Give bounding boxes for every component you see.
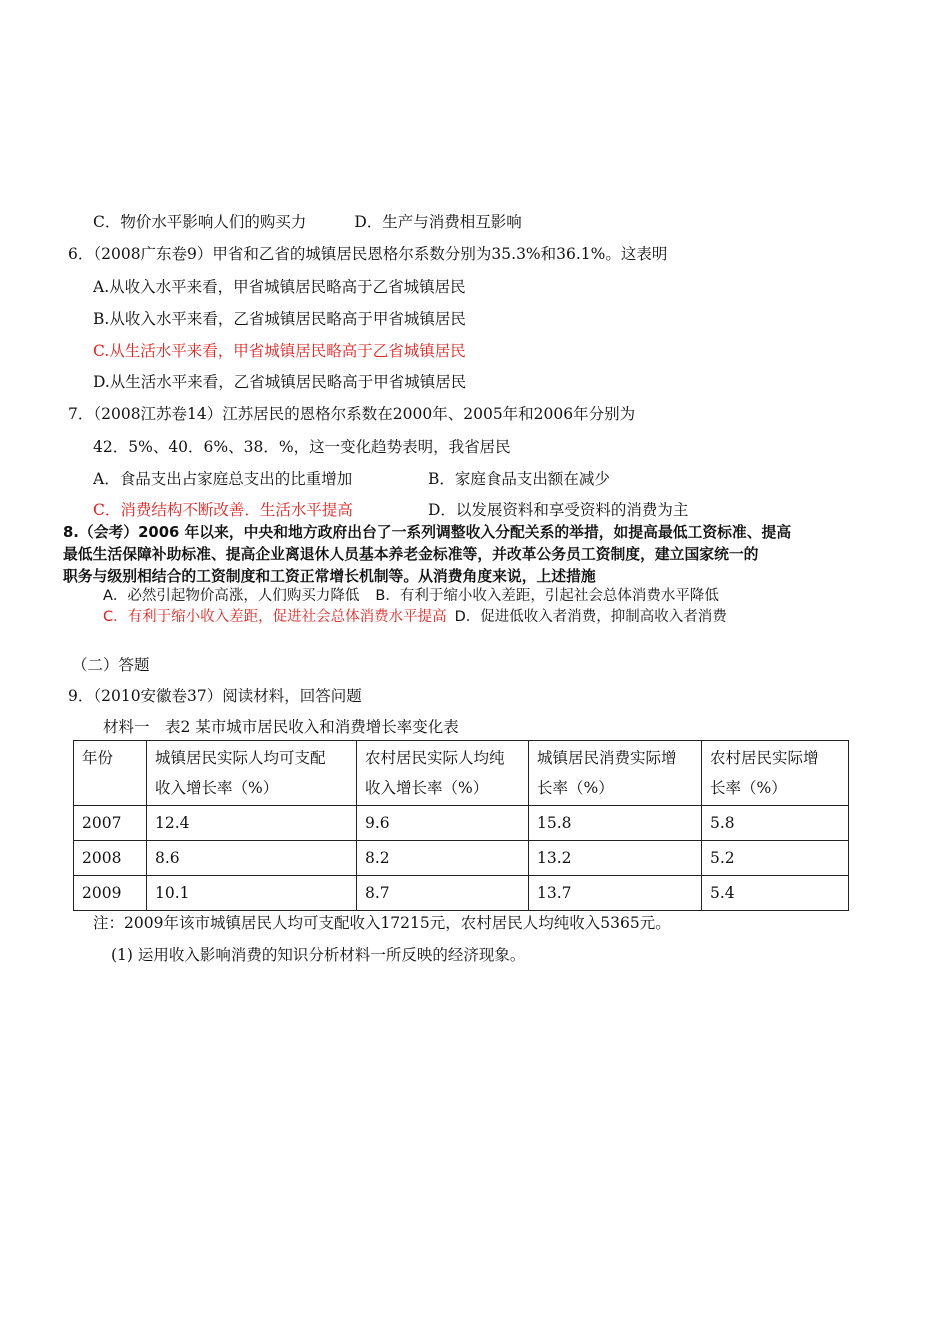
q8-stem-line1: 8.（会考）2006 年以来，中央和地方政府出台了一系列调整收入分配关系的举措，如提高最低工资标准、提高: [63, 524, 792, 541]
cell-rural-consumption: 5.4: [702, 876, 849, 911]
q6-stem: 6．（2008广东卷9）甲省和乙省的城镇居民恩格尔系数分别为35.3%和36.1%。这表明: [68, 245, 668, 263]
header-rural-income: 农村居民实际人均纯 收入增长率（%）: [357, 741, 529, 806]
q8-stem-line2: 最低生活保障补助标准、提高企业离退休人员基本养老金标准等，并改革公务员工资制度，建立国家统一的: [63, 546, 759, 563]
q8-option-d: D．促进低收入者消费，抑制高收入者消费: [454, 609, 727, 625]
table-row: [74, 841, 849, 876]
header-urban-income: 城镇居民实际人均可支配 收入增长率（%）: [147, 741, 357, 806]
q8-options-cd: [103, 607, 727, 627]
table-note: 注：2009年该市城镇居民人均可支配收入17215元，农村居民人均纯收入5365元。: [93, 914, 671, 932]
cell-urban-consumption: 15.8: [529, 806, 702, 841]
header-urban-consumption: 城镇居民消费实际增 长率（%）: [529, 741, 702, 806]
cell-year: 2009: [74, 876, 147, 911]
q5-options-cd: [93, 212, 522, 232]
q7-stem-line1: 7．（2008江苏卷14）江苏居民的恩格尔系数在2000年、2005年和2006年分别为: [68, 405, 636, 423]
table-header-row: [74, 741, 849, 806]
cell-rural-income: 9.6: [357, 806, 529, 841]
cell-urban-income: 10.1: [147, 876, 357, 911]
cell-urban-consumption: 13.7: [529, 876, 702, 911]
cell-rural-consumption: 5.8: [702, 806, 849, 841]
header-rural-consumption: 农村居民实际增 长率（%）: [702, 741, 849, 806]
cell-urban-income: 8.6: [147, 841, 357, 876]
q9-stem: 9．（2010安徽卷37）阅读材料，回答问题: [68, 687, 362, 705]
q6-option-c-answer: C.从生活水平来看，甲省城镇居民略高于乙省城镇居民: [93, 342, 466, 360]
q6-option-a: A.从收入水平来看，甲省城镇居民略高于乙省城镇居民: [93, 278, 466, 296]
q8-option-b: B．有利于缩小收入差距，引起社会总体消费水平降低: [375, 588, 719, 604]
q7-option-c-answer: C．消费结构不断改善．生活水平提高: [93, 501, 353, 519]
table-row: [74, 806, 849, 841]
cell-rural-consumption: 5.2: [702, 841, 849, 876]
q8-option-c-answer: C．有利于缩小收入差距，促进社会总体消费水平提高: [103, 609, 447, 625]
section-heading-answers: （二）答题: [72, 656, 150, 674]
q7-stem-line2: 42．5%、40．6%、38．%，这一变化趋势表明，我省居民: [93, 438, 511, 456]
cell-urban-income: 12.4: [147, 806, 357, 841]
q8-option-a: A．必然引起物价高涨，人们购买力降低: [103, 588, 360, 604]
q6-option-b: B.从收入水平来看，乙省城镇居民略高于甲省城镇居民: [93, 310, 466, 328]
q8-options-ab: [103, 586, 719, 606]
header-year: 年份: [74, 741, 147, 806]
cell-year: 2007: [74, 806, 147, 841]
cell-urban-consumption: 13.2: [529, 841, 702, 876]
cell-rural-income: 8.7: [357, 876, 529, 911]
q6-option-d: D.从生活水平来看，乙省城镇居民略高于甲省城镇居民: [93, 373, 467, 391]
q5-option-d: D．生产与消费相互影响: [354, 213, 522, 231]
q8-stem-line3: 职务与级别相结合的工资制度和工资正常增长机制等。从消费角度来说，上述措施: [63, 568, 596, 585]
material-one-title: 材料一 表2 某市城市居民收入和消费增长率变化表: [103, 718, 459, 736]
income-consumption-table: [73, 740, 849, 911]
cell-rural-income: 8.2: [357, 841, 529, 876]
q5-option-c: C．物价水平影响人们的购买力: [93, 213, 307, 231]
q9-subquestion-1: (1) 运用收入影响消费的知识分析材料一所反映的经济现象。: [111, 946, 526, 964]
q7-option-a: A．食品支出占家庭总支出的比重增加: [93, 470, 353, 488]
table-row: [74, 876, 849, 911]
q7-option-d: D．以发展资料和享受资料的消费为主: [428, 501, 689, 519]
cell-year: 2008: [74, 841, 147, 876]
q7-option-b: B．家庭食品支出额在减少: [428, 470, 610, 488]
